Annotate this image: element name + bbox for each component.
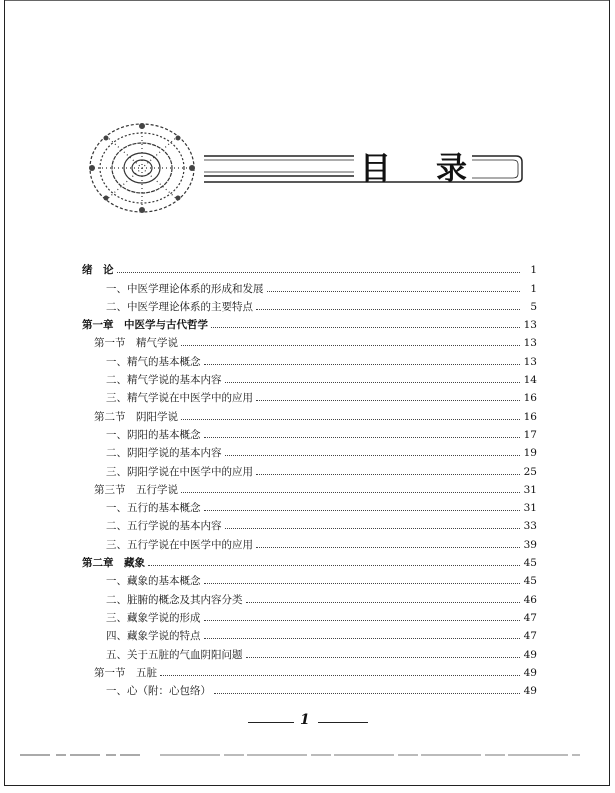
toc-entry [82, 459, 537, 477]
toc-entry-label: 第一节 五脏 [94, 666, 157, 679]
toc-leader-dots [148, 565, 520, 566]
toc-leader-dots [246, 602, 521, 603]
toc-entry-label: 一、藏象的基本概念 [106, 575, 201, 588]
toc-entry-page: 16 [523, 410, 537, 423]
toc-entry-page: 31 [523, 483, 537, 496]
toc-entry-page: 25 [523, 465, 537, 478]
toc-entry-label: 三、五行学说在中医学中的应用 [106, 538, 253, 551]
page-title-char-1: 目 [360, 151, 393, 187]
toc-entry [82, 532, 537, 550]
toc-leader-dots [117, 272, 521, 273]
toc-entry-page: 5 [530, 300, 537, 313]
toc-leader-dots [256, 474, 520, 475]
toc-entry [82, 496, 537, 514]
toc-entry [82, 276, 537, 294]
toc-entry-page: 33 [523, 520, 537, 533]
toc-leader-dots [204, 510, 521, 511]
toc-entry-page: 49 [523, 648, 537, 661]
toc-entry-label: 二、五行学说的基本内容 [106, 520, 222, 533]
footer-page-number: 1 [300, 712, 310, 728]
toc-entry-page: 49 [523, 685, 537, 698]
toc-entry [82, 606, 537, 624]
toc-entry-page: 13 [523, 355, 537, 368]
toc-entry-label: 第一章 中医学与古代哲学 [82, 319, 208, 332]
toc-leader-dots [246, 657, 521, 658]
toc-entry-label: 一、中医学理论体系的形成和发展 [106, 282, 264, 295]
toc-entry [82, 404, 537, 422]
toc-entry-label: 二、中医学理论体系的主要特点 [106, 300, 253, 313]
toc-leader-dots [204, 437, 521, 438]
toc-entry [82, 587, 537, 605]
toc-entry [82, 551, 537, 569]
toc-leader-dots [204, 638, 521, 639]
toc-entry [82, 478, 537, 496]
toc-entry-label: 一、精气的基本概念 [106, 355, 201, 368]
toc-entry [82, 313, 537, 331]
toc-entry-label: 第二章 藏象 [82, 557, 145, 570]
footer-rule-left [248, 722, 294, 723]
toc-entry-page: 19 [523, 447, 537, 460]
toc-entry-label: 第一节 精气学说 [94, 337, 178, 350]
toc-entry-page: 1 [530, 264, 537, 277]
toc-entry [82, 368, 537, 386]
toc-leader-dots [267, 291, 521, 292]
toc-entry-label: 三、精气学说在中医学中的应用 [106, 392, 253, 405]
table-of-contents [82, 258, 537, 697]
toc-entry-page: 31 [523, 502, 537, 515]
floral-ornament-icon [84, 118, 204, 218]
toc-entry-label: 第三节 五行学说 [94, 483, 178, 496]
toc-leader-dots [256, 309, 520, 310]
toc-entry [82, 386, 537, 404]
toc-entry-page: 13 [523, 337, 537, 350]
toc-entry-page: 47 [523, 611, 537, 624]
toc-leader-dots [160, 675, 520, 676]
toc-entry-page: 17 [523, 428, 537, 441]
toc-entry [82, 514, 537, 532]
toc-leader-dots [225, 382, 521, 383]
toc-entry [82, 423, 537, 441]
toc-entry-label: 五、关于五脏的气血阴阳问题 [106, 648, 243, 661]
toc-entry [82, 661, 537, 679]
toc-leader-dots [204, 583, 521, 584]
toc-leader-dots [256, 547, 520, 548]
toc-entry-page: 45 [523, 557, 537, 570]
toc-entry-label: 一、心（附：心包络） [106, 685, 211, 698]
toc-entry [82, 642, 537, 660]
toc-entry-label: 第二节 阴阳学说 [94, 410, 178, 423]
toc-entry-label: 三、阴阳学说在中医学中的应用 [106, 465, 253, 478]
toc-leader-dots [225, 455, 521, 456]
toc-entry-page: 1 [530, 282, 537, 295]
toc-entry-label: 二、阴阳学说的基本内容 [106, 447, 222, 460]
toc-leader-dots [181, 345, 520, 346]
toc-leader-dots [181, 492, 520, 493]
toc-entry-page: 13 [523, 319, 537, 332]
toc-entry-label: 二、精气学说的基本内容 [106, 374, 222, 387]
page-footer [248, 712, 368, 732]
toc-entry-label: 四、藏象学说的特点 [106, 630, 201, 643]
scan-artifact-line [20, 754, 600, 756]
toc-entry-label: 一、阴阳的基本概念 [106, 428, 201, 441]
toc-entry [82, 679, 537, 697]
toc-entry-label: 一、五行的基本概念 [106, 502, 201, 515]
toc-entry-page: 49 [523, 666, 537, 679]
toc-entry-page: 45 [523, 575, 537, 588]
toc-leader-dots [204, 364, 521, 365]
toc-entry-page: 47 [523, 630, 537, 643]
page-title-char-2: 录 [436, 151, 469, 187]
toc-leader-dots [204, 620, 521, 621]
toc-leader-dots [214, 693, 520, 694]
toc-entry-page: 16 [523, 392, 537, 405]
toc-entry-label: 绪 论 [82, 264, 114, 277]
toc-leader-dots [225, 528, 521, 529]
toc-entry-label: 三、藏象学说的形成 [106, 611, 201, 624]
toc-entry [82, 295, 537, 313]
toc-entry-page: 39 [523, 538, 537, 551]
toc-entry-label: 二、脏腑的概念及其内容分类 [106, 593, 243, 606]
toc-entry [82, 349, 537, 367]
toc-leader-dots [256, 400, 520, 401]
toc-entry [82, 258, 537, 276]
footer-rule-right [318, 722, 368, 723]
toc-leader-dots [211, 327, 520, 328]
toc-entry [82, 441, 537, 459]
toc-entry [82, 624, 537, 642]
toc-entry [82, 569, 537, 587]
toc-leader-dots [181, 419, 520, 420]
toc-entry [82, 331, 537, 349]
toc-entry-page: 14 [523, 374, 537, 387]
toc-entry-page: 46 [523, 593, 537, 606]
